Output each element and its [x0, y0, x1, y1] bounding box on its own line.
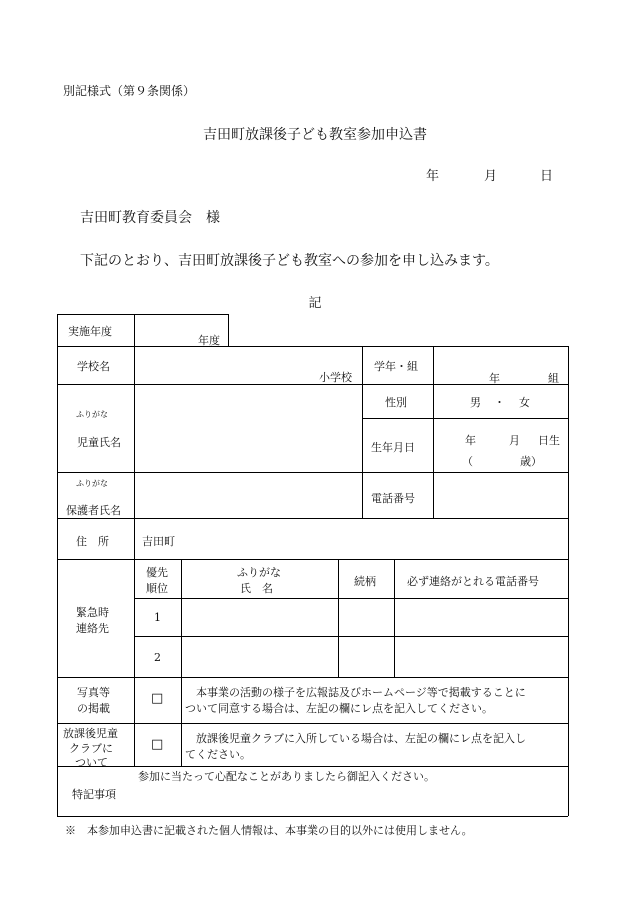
- notes-label: 特記事項: [72, 788, 116, 801]
- guardian-name-field[interactable]: [136, 474, 361, 518]
- intro-text: 下記のとおり、吉田町放課後子ども教室への参加を申し込みます。: [80, 253, 499, 269]
- age-unit: 歳）: [520, 455, 542, 468]
- grade-class-label: 学年・組: [374, 360, 418, 373]
- child-furigana-label: ふりがな: [76, 410, 108, 419]
- emergency-row-1-relation-field[interactable]: [339, 599, 393, 636]
- emergency-row-2-name-field[interactable]: [182, 637, 337, 677]
- emergency-row-2-phone-field[interactable]: [395, 637, 567, 677]
- grade-class-field[interactable]: [434, 347, 567, 384]
- guardian-furigana-label: ふりがな: [76, 479, 108, 488]
- address-field[interactable]: 吉田町: [142, 535, 175, 548]
- club-label-line2: クラブに: [69, 742, 113, 755]
- club-text-line2: てください。: [185, 748, 251, 761]
- contact-furigana-header: ふりがな: [237, 566, 281, 579]
- contact-name-header: 氏 名: [240, 582, 273, 595]
- child-name-label: 児童氏名: [77, 436, 121, 449]
- photo-consent-text-line2: ついて同意する場合は、左記の欄にレ点を記入してください。: [185, 702, 493, 715]
- emergency-row-2-relation-field[interactable]: [339, 637, 393, 677]
- phone-label: 電話番号: [371, 492, 415, 505]
- club-checkbox[interactable]: □: [151, 737, 164, 752]
- age-open: （: [462, 455, 473, 468]
- emergency-label-line1: 緊急時: [76, 606, 109, 619]
- child-name-field[interactable]: [136, 386, 361, 472]
- emergency-row-1-number: 1: [154, 611, 161, 624]
- notes-field[interactable]: [136, 783, 567, 815]
- priority-header-line1: 優先: [146, 566, 168, 579]
- fiscal-year-unit: 年度: [198, 334, 220, 347]
- birth-month-unit: 月: [509, 434, 520, 447]
- privacy-note: ※ 本参加申込書に記載された個人情報は、本事業の目的以外には使用しません。: [65, 824, 473, 837]
- class-unit: 組: [548, 372, 559, 385]
- form-title: 吉田町放課後子ども教室参加申込書: [203, 127, 427, 143]
- birthdate-field[interactable]: [434, 419, 567, 472]
- birth-year-unit: 年: [465, 434, 476, 447]
- ki-heading: 記: [308, 296, 322, 311]
- date-month-label: 月: [484, 169, 498, 184]
- photo-consent-text-line1: 本事業の活動の様子を広報誌及びホームページ等で掲載することに: [185, 686, 526, 699]
- fiscal-year-label: 実施年度: [68, 325, 112, 338]
- relation-header: 続柄: [354, 575, 376, 588]
- grade-unit: 年: [489, 372, 500, 385]
- emergency-row-2-number: 2: [154, 651, 161, 664]
- photo-consent-checkbox[interactable]: □: [151, 691, 164, 706]
- notes-instruction: 参加に当たって心配なことがありましたら御記入ください。: [138, 770, 435, 783]
- birthdate-label: 生年月日: [371, 441, 415, 454]
- gender-female-option[interactable]: 女: [519, 396, 530, 409]
- photo-label-line1: 写真等: [77, 686, 110, 699]
- emergency-row-1-name-field[interactable]: [182, 599, 337, 636]
- phone-field[interactable]: [434, 474, 567, 518]
- emergency-row-1-phone-field[interactable]: [395, 599, 567, 636]
- date-day-label: 日: [540, 169, 554, 184]
- gender-separator: ・: [494, 396, 505, 409]
- fiscal-year-field[interactable]: [136, 314, 227, 346]
- photo-label-line2: の掲載: [77, 702, 110, 715]
- guardian-name-label: 保護者氏名: [66, 504, 121, 517]
- club-label-line1: 放課後児童: [63, 727, 118, 740]
- priority-header-line2: 順位: [146, 582, 168, 595]
- gender-label: 性別: [385, 396, 407, 409]
- school-unit: 小学校: [319, 371, 352, 384]
- addressee: 吉田町教育委員会 様: [80, 210, 220, 226]
- form-reference: 別記様式（第９条関係）: [63, 84, 196, 98]
- emergency-label-line2: 連絡先: [76, 622, 109, 635]
- club-label-line3: ついて: [75, 756, 108, 769]
- date-year-label: 年: [426, 169, 440, 184]
- reachable-phone-header: 必ず連絡がとれる電話番号: [407, 575, 539, 588]
- club-text-line1: 放課後児童クラブに入所している場合は、左記の欄にレ点を記入し: [185, 732, 526, 745]
- birth-day-unit: 日生: [538, 434, 560, 447]
- school-name-field[interactable]: [136, 347, 361, 384]
- school-label: 学校名: [77, 360, 110, 373]
- gender-male-option[interactable]: 男: [470, 396, 481, 409]
- address-label: 住 所: [76, 535, 109, 548]
